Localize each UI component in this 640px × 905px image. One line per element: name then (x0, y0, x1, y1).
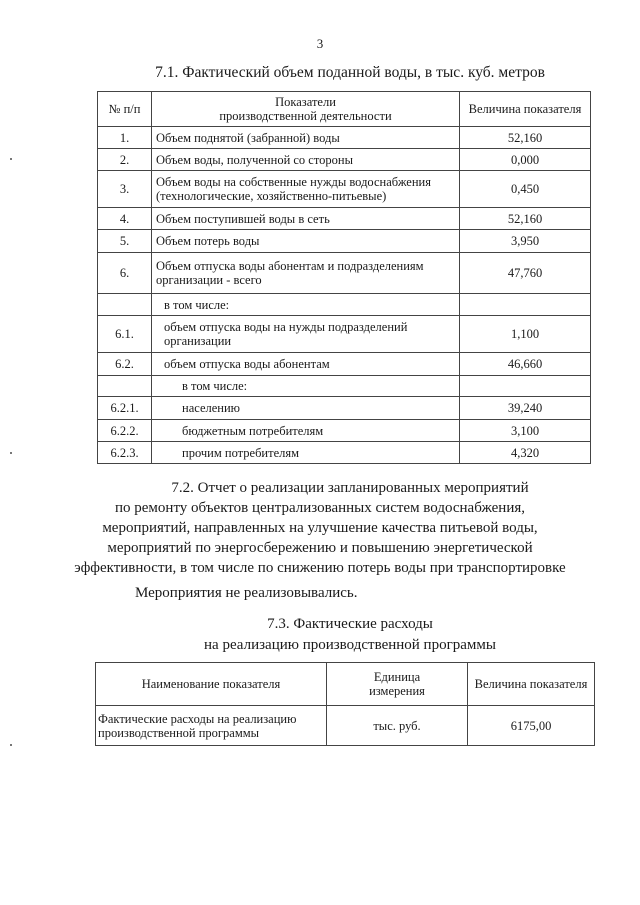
table-row (98, 316, 591, 353)
table-row (98, 397, 591, 420)
scan-speck (10, 452, 12, 454)
row-label: Объем отпуска воды абонентам и подразделениям организации - всего (152, 253, 460, 294)
table-row (98, 127, 591, 149)
row-value: 39,240 (460, 397, 591, 420)
table-row (98, 420, 591, 442)
row-label: Объем потерь воды (152, 230, 460, 253)
table-row (98, 442, 591, 464)
row-value: 1,100 (460, 316, 591, 353)
table-header-row (96, 663, 595, 706)
row-num: 6.2. (98, 353, 152, 376)
table-row (98, 171, 591, 208)
row-label: Фактические расходы на реализацию производственной программы (96, 706, 327, 746)
row-value: 46,660 (460, 353, 591, 376)
table-row (98, 353, 591, 376)
title-line: эффективности, в том числе по снижению потерь воды при транспортировке (74, 560, 566, 576)
table-row (98, 376, 591, 397)
table-row (98, 208, 591, 230)
title-line: 7.3. Фактические расходы (267, 616, 433, 632)
water-volume-table (97, 91, 591, 464)
row-label: прочим потребителям (152, 442, 460, 464)
header-indicator-line2: производственной деятельности (219, 109, 392, 123)
row-num: 3. (98, 171, 152, 208)
expenses-table (95, 662, 595, 746)
row-value: 47,760 (460, 253, 591, 294)
row-value: 4,320 (460, 442, 591, 464)
title-line: по ремонту объектов централизованных систем водоснабжения, (114, 500, 525, 516)
row-label: Объем воды на собственные нужды водоснабжения (технологические, хозяйственно-питьевые) (152, 171, 460, 208)
row-num: 2. (98, 149, 152, 171)
row-label: населению (152, 397, 460, 420)
table-row (98, 253, 591, 294)
row-num: 6.2.1. (98, 397, 152, 420)
header-value: Величина показателя (468, 663, 595, 706)
row-value (460, 294, 591, 316)
header-num: № п/п (98, 92, 152, 127)
header-indicator-line1: Показатели (275, 95, 336, 109)
row-label: бюджетным потребителям (152, 420, 460, 442)
row-num: 6. (98, 253, 152, 294)
row-num: 6.1. (98, 316, 152, 353)
table-row (98, 294, 591, 316)
row-num: 5. (98, 230, 152, 253)
section-7-2-title (30, 478, 610, 578)
row-num (98, 376, 152, 397)
row-value: 6175,00 (468, 706, 595, 746)
header-name: Наименование показателя (96, 663, 327, 706)
title-line: на реализацию производственной программы (204, 637, 496, 653)
row-num: 6.2.2. (98, 420, 152, 442)
row-num: 4. (98, 208, 152, 230)
page-number: 3 (316, 36, 324, 51)
row-value: 0,450 (460, 171, 591, 208)
table-row (96, 706, 595, 746)
title-line: 7.2. Отчет о реализации запланированных мероприятий (171, 480, 529, 496)
table-header-row (98, 92, 591, 127)
table-row (98, 230, 591, 253)
table-row (98, 149, 591, 171)
row-label: Объем поднятой (забранной) воды (152, 127, 460, 149)
row-value (460, 376, 591, 397)
header-unit: Единица измерения (327, 663, 468, 706)
row-num: 6.2.3. (98, 442, 152, 464)
row-label: в том числе: (152, 376, 460, 397)
row-label: в том числе: (152, 294, 460, 316)
scan-speck (10, 744, 12, 746)
row-value: 52,160 (460, 208, 591, 230)
header-indicator (152, 92, 460, 127)
title-line: мероприятий, направленных на улучшение качества питьевой воды, (102, 520, 538, 536)
title-line: мероприятий по энергосбережению и повышению энергетической (107, 540, 533, 556)
section-7-3-title (90, 614, 610, 656)
row-label: объем отпуска воды абонентам (152, 353, 460, 376)
row-value: 3,950 (460, 230, 591, 253)
row-unit: тыс. руб. (327, 706, 468, 746)
row-label: объем отпуска воды на нужды подразделений организации (152, 316, 460, 353)
row-label: Объем поступившей воды в сеть (152, 208, 460, 230)
section-7-2-note: Мероприятия не реализовывались. (135, 585, 358, 601)
row-value: 0,000 (460, 149, 591, 171)
scan-speck (10, 158, 12, 160)
row-value: 52,160 (460, 127, 591, 149)
header-value: Величина показателя (460, 92, 591, 127)
row-num (98, 294, 152, 316)
row-value: 3,100 (460, 420, 591, 442)
row-label: Объем воды, полученной со стороны (152, 149, 460, 171)
section-7-1-title: 7.1. Фактический объем поданной воды, в тыс. куб. метров (155, 64, 545, 81)
row-num: 1. (98, 127, 152, 149)
